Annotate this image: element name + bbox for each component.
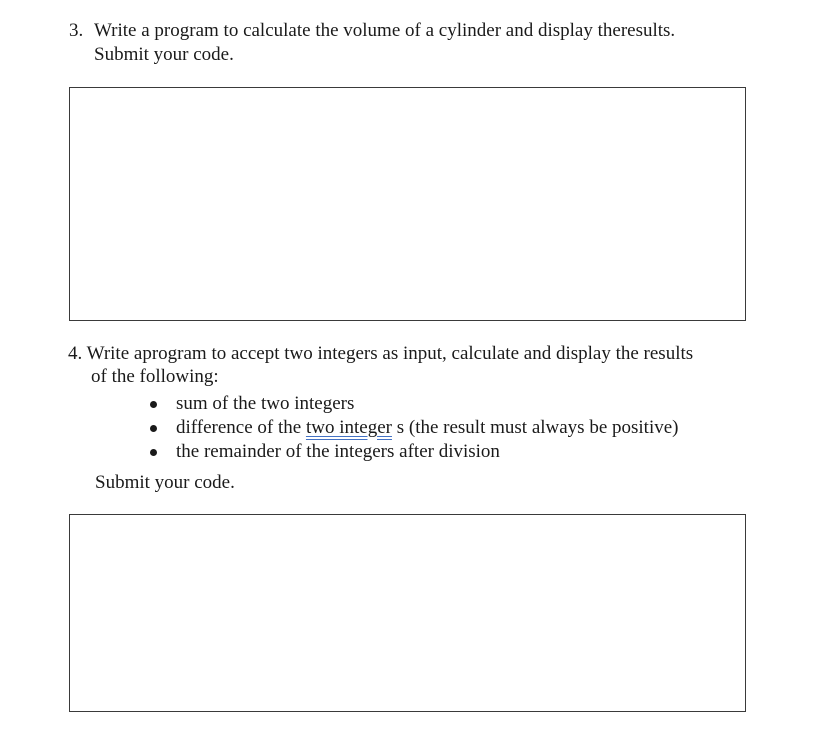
bullet-icon xyxy=(150,401,157,408)
list-item-text: the remainder of the integers after division xyxy=(176,441,500,462)
bullet-icon xyxy=(150,449,157,456)
question-3-text: Write a program to calculate the volume of a cylinder and display theresults. xyxy=(94,20,676,41)
question-4-submit-text: Submit your code. xyxy=(95,472,235,493)
question-4-prompt-continued: of the following: xyxy=(91,366,219,387)
bullet-icon xyxy=(150,425,157,432)
question-4-answer-box[interactable] xyxy=(69,514,746,712)
list-item-text-after: s (the result must always be positive) xyxy=(391,417,679,438)
question-3-answer-box[interactable] xyxy=(69,87,746,321)
question-4-prompt: 4. Write aprogram to accept two integers as input, calculate and display the results xyxy=(68,343,694,364)
grammar-flagged-text: two integer xyxy=(305,417,392,438)
list-item-text: difference of the xyxy=(176,417,306,438)
question-3-number: 3. xyxy=(69,20,84,41)
question-3-submit-text: Submit your code. xyxy=(94,44,234,65)
question-3-prompt xyxy=(69,20,675,42)
list-item-text: sum of the two integers xyxy=(176,393,355,414)
